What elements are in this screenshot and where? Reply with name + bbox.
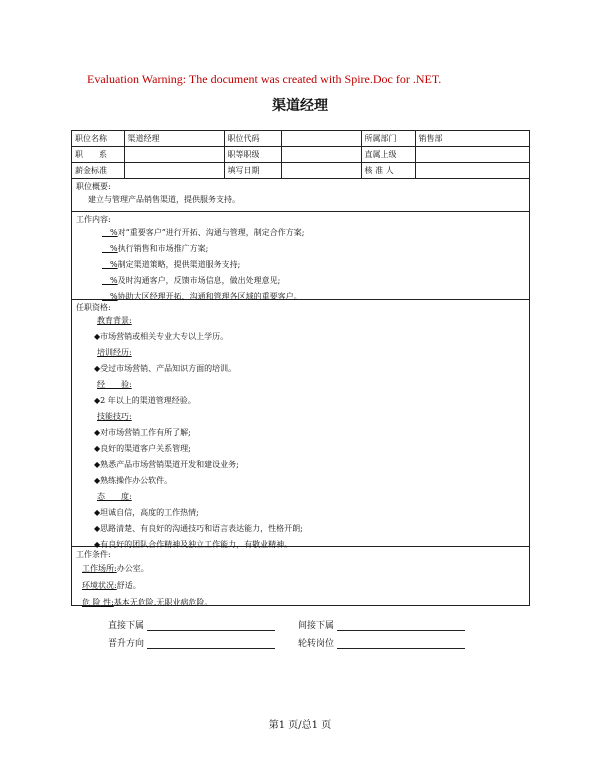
value-fill-date (281, 163, 361, 179)
experience-item: ◆2 年以上的渠道管理经验。 (94, 396, 196, 405)
condition-item: 工作场所:办公室。 (82, 564, 149, 573)
value-supervisor (415, 147, 529, 163)
label-department: 所属部门 (361, 131, 415, 147)
overview-label: 职位概要: (76, 182, 111, 191)
value-job-series (124, 147, 224, 163)
rotation-label: 轮转岗位 (298, 639, 335, 649)
skills-item: ◆良好的渠道客户关系管理; (94, 444, 191, 453)
value-grade (281, 147, 361, 163)
header-row (72, 163, 529, 179)
attitude-item: ◆思路清楚、有良好的沟通技巧和语言表达能力，性格开朗; (94, 524, 303, 533)
page-title: 渠道经理 (272, 98, 328, 114)
skills-item: ◆对市场营销工作有所了解; (94, 428, 191, 437)
value-department: 销售部 (415, 131, 529, 147)
label-position-name: 职位名称 (72, 131, 124, 147)
section-conditions (72, 547, 529, 607)
label-position-code: 职位代码 (224, 131, 281, 147)
experience-title: 经 验: (97, 380, 132, 389)
direct-subordinates-label: 直接下属 (108, 621, 145, 631)
section-overview (72, 179, 529, 212)
label-fill-date: 填写日期 (224, 163, 281, 179)
evaluation-warning: Evaluation Warning: The document was created with Spire.Doc for .NET. (87, 72, 442, 86)
indirect-subordinates-blank (337, 620, 465, 631)
header-row (72, 131, 529, 147)
education-title: 教育背景: (97, 316, 132, 325)
work-item: __%制定渠道策略，提供渠道服务支持; (102, 260, 241, 269)
skills-title: 技能技巧: (97, 412, 132, 421)
section-qualification (72, 300, 529, 547)
conditions-label: 工作条件: (76, 550, 111, 559)
page-number: 第1 页/总1 页 (268, 720, 332, 731)
training-title: 培训经历: (97, 348, 132, 357)
promotion-row (108, 636, 275, 649)
training-item: ◆受过市场营销、产品知识方面的培训。 (94, 364, 237, 373)
condition-item: 环境状况:舒适。 (82, 581, 141, 590)
attitude-item: ◆有良好的团队合作精神及独立工作能力，有敬业精神。 (94, 540, 293, 549)
rotation-row (298, 636, 465, 649)
work-item: __%协助大区经理开拓、沟通和管理各区域的重要客户。 (102, 292, 302, 301)
education-item: ◆市场营销或相关专业大专以上学历。 (94, 332, 229, 341)
skills-item: ◆熟练操作办公软件。 (94, 476, 173, 485)
direct-subordinates-row (108, 618, 275, 631)
value-position-code (281, 131, 361, 147)
work-item: __%及时沟通客户，反馈市场信息，做出处理意见; (102, 276, 281, 285)
attitude-title: 态 度: (97, 492, 132, 501)
job-description-form (71, 130, 530, 606)
condition-item: 危 险 性:基本无危险,无职业病危险。 (82, 598, 213, 607)
label-job-series: 职 系 (72, 147, 124, 163)
indirect-subordinates-row (298, 618, 465, 631)
work-label: 工作内容: (76, 215, 111, 224)
rotation-blank (337, 638, 465, 649)
promotion-label: 晋升方向 (108, 639, 145, 649)
promotion-blank (147, 638, 275, 649)
header-table (72, 131, 529, 179)
qualification-label: 任职资格: (76, 303, 111, 312)
label-approver: 核 准 人 (361, 163, 415, 179)
value-approver (415, 163, 529, 179)
work-item: __%对“重要客户”进行开拓、沟通与管理，制定合作方案; (102, 228, 305, 237)
header-row (72, 147, 529, 163)
overview-text: 建立与管理产品销售渠道，提供服务支持。 (88, 195, 240, 204)
skills-item: ◆熟悉产品市场营销渠道开发和建设业务; (94, 460, 239, 469)
label-supervisor: 直属上级 (361, 147, 415, 163)
label-salary: 薪金标准 (72, 163, 124, 179)
indirect-subordinates-label: 间接下属 (298, 621, 335, 631)
section-work (72, 212, 529, 300)
value-salary (124, 163, 224, 179)
label-grade: 职等职级 (224, 147, 281, 163)
direct-subordinates-blank (147, 620, 275, 631)
work-item: __%执行销售和市场推广方案; (102, 244, 209, 253)
value-position-name: 渠道经理 (124, 131, 224, 147)
attitude-item: ◆坦诚自信，高度的工作热情; (94, 508, 199, 517)
